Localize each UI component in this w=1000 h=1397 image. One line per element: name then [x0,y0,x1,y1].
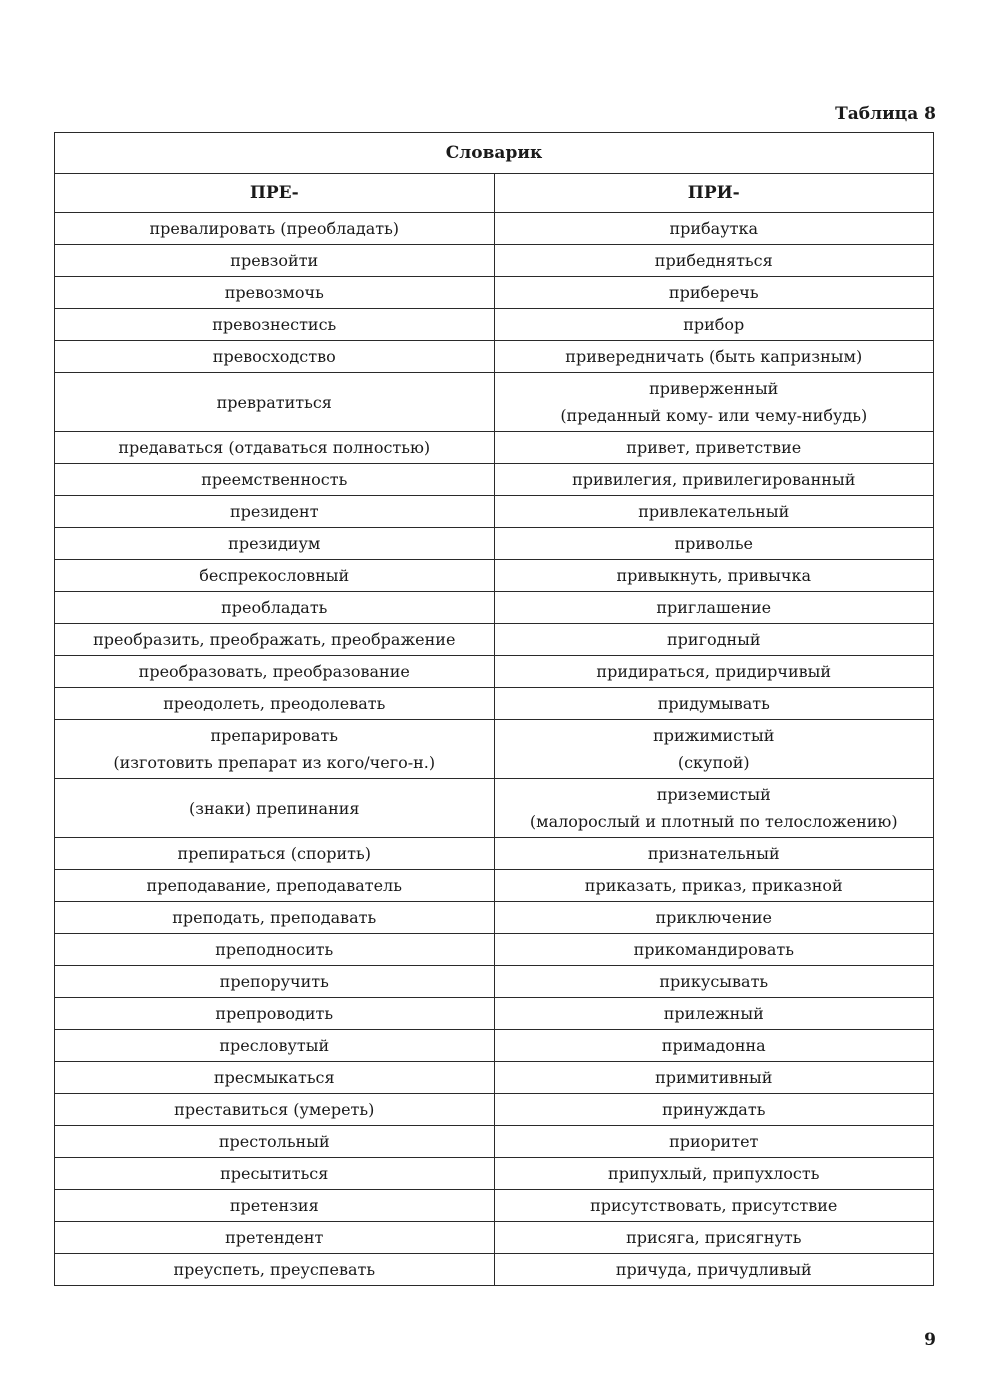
cell-text: принуждать [662,1100,766,1119]
table-row [55,592,934,624]
cell-text: признательный [647,844,780,863]
cell-text: примитивный [655,1068,773,1087]
cell-text: президиум [228,534,321,553]
cell-text: (малорослый и плотный по телосложению) [529,812,898,831]
cell-text: прибаутка [669,219,759,238]
table-cell-pre [55,1094,495,1126]
table-cell-pri [494,373,934,432]
page-number: 9 [924,1330,936,1350]
cell-text: примадонна [661,1036,766,1055]
table-cell-pre [55,464,495,496]
cell-text: (знаки) препинания [189,798,360,818]
table-row [55,1062,934,1094]
cell-text: препроводить [215,1004,334,1023]
cell-text: преуспеть, преуспевать [173,1260,376,1279]
table-cell-pri [494,1030,934,1062]
table-cell-pri [494,496,934,528]
table-cell-pri [494,1094,934,1126]
table-row [55,245,934,277]
table-cell-pre [55,213,495,245]
table-cell-pre [55,592,495,624]
cell-text: преподавание, преподаватель [146,876,402,895]
cell-text: прикомандировать [633,940,794,959]
cell-text: пригодный [667,630,761,649]
cell-text: присяга, присягнуть [626,1228,802,1247]
table-row [55,720,934,779]
table-row [55,656,934,688]
cell-text: (преданный кому- или чему-нибудь) [560,406,868,425]
table-cell-pri [494,934,934,966]
table-row [55,373,934,432]
table-cell-pre [55,838,495,870]
cell-text: превозмочь [224,283,324,302]
table-cell-pre [55,373,495,432]
table-row [55,309,934,341]
column-header-row [55,174,934,213]
cell-text: припухлый, припухлость [608,1164,820,1183]
table-cell-pri [494,624,934,656]
table-row [55,341,934,373]
table-cell-pre [55,624,495,656]
cell-text: приволье [674,534,754,553]
table-cell-pre [55,1254,495,1286]
table-row [55,779,934,838]
table-cell-pri [494,213,934,245]
table-cell-pre [55,966,495,998]
table-cell-pri [494,779,934,838]
column-header-pre: ПРЕ- [55,174,495,213]
table-cell-pre [55,870,495,902]
cell-text: придумывать [657,694,770,713]
table-cell-pri [494,870,934,902]
table-row [55,496,934,528]
table-cell-pri [494,656,934,688]
table-cell-pri [494,902,934,934]
cell-text: привередничать (быть капризным) [565,347,863,366]
table-cell-pre [55,245,495,277]
cell-text: причуда, причудливый [615,1260,812,1279]
table-row [55,1222,934,1254]
table-row [55,934,934,966]
table-row [55,1126,934,1158]
table-cell-pri [494,966,934,998]
table-row [55,1158,934,1190]
cell-text: преподать, преподавать [172,908,377,927]
table-cell-pre [55,1126,495,1158]
table-row [55,688,934,720]
cell-text: прилежный [663,1004,764,1023]
cell-text: предаваться (отдаваться полностью) [118,438,431,457]
table-row [55,870,934,902]
table-cell-pri [494,838,934,870]
cell-text: беспрекословный [199,566,350,585]
cell-text: пресмыкаться [213,1068,335,1087]
cell-text: придираться, придирчивый [596,662,832,681]
table-cell-pri [494,245,934,277]
table-title: Словарик [55,133,934,174]
cell-text: превратиться [216,392,332,412]
table-cell-pri [494,1190,934,1222]
table-cell-pre [55,934,495,966]
table-cell-pre [55,720,495,779]
cell-text: приверженный [649,379,779,398]
table-cell-pre [55,1158,495,1190]
cell-text: преставиться (умереть) [174,1100,375,1119]
table-row [55,560,934,592]
table-cell-pre [55,656,495,688]
cell-text: претензия [229,1196,319,1215]
table-row [55,432,934,464]
cell-text: приключение [655,908,772,927]
cell-text: пресытиться [220,1164,329,1183]
table-cell-pri [494,592,934,624]
cell-text: привилегия, привилегированный [572,470,856,489]
table-row [55,464,934,496]
table-cell-pri [494,1062,934,1094]
table-cell-pre [55,1062,495,1094]
table-cell-pre [55,560,495,592]
table-cell-pre [55,432,495,464]
table-row [55,838,934,870]
table-row [55,1190,934,1222]
table-caption: Таблица 8 [835,104,936,124]
cell-text: преобразить, преображать, преображение [93,630,456,649]
table-row [55,998,934,1030]
cell-text: приоритет [669,1132,759,1151]
cell-text: пресловутый [219,1036,330,1055]
table-cell-pri [494,1126,934,1158]
cell-text: приглашение [656,598,772,617]
table-row [55,213,934,245]
table-cell-pre [55,1222,495,1254]
table-cell-pri [494,341,934,373]
table-row [55,1094,934,1126]
table-cell-pre [55,309,495,341]
cell-text: преподносить [215,940,334,959]
table-cell-pre [55,688,495,720]
cell-text: превознестись [212,315,337,334]
cell-text: преемственность [201,470,348,489]
cell-text: (изготовить препарат из кого/чего-н.) [113,753,436,772]
table-cell-pre [55,496,495,528]
table-cell-pre [55,277,495,309]
table-cell-pre [55,528,495,560]
table-cell-pre [55,1030,495,1062]
cell-text: препираться (спорить) [177,844,371,863]
cell-text: превосходство [212,347,336,366]
table-cell-pri [494,528,934,560]
column-header-pri: ПРИ- [494,174,934,213]
cell-text: претендент [225,1228,324,1247]
cell-text: привыкнуть, привычка [616,566,812,585]
cell-text: приберечь [668,283,759,302]
cell-text: привет, приветствие [626,438,802,457]
table-cell-pri [494,998,934,1030]
table-cell-pre [55,902,495,934]
table-cell-pri [494,277,934,309]
cell-text: приказать, приказ, приказной [584,876,843,895]
table-cell-pre [55,341,495,373]
cell-text: приземистый [656,785,771,804]
table-row [55,528,934,560]
table-row [55,277,934,309]
dictionary-table [54,132,934,1286]
cell-text: преобразовать, преобразование [138,662,410,681]
table-cell-pri [494,688,934,720]
cell-text: препарировать [210,726,338,745]
cell-text: превзойти [230,251,319,270]
table-cell-pri [494,464,934,496]
cell-text: присутствовать, присутствие [590,1196,838,1215]
cell-text: превалировать (преобладать) [149,219,400,238]
table-cell-pri [494,1222,934,1254]
table-row [55,1254,934,1286]
table-cell-pri [494,720,934,779]
table-cell-pri [494,1254,934,1286]
cell-text: преобладать [221,598,328,617]
cell-text: прибор [683,315,745,334]
cell-text: прижимистый [653,726,775,745]
cell-text: президент [229,502,319,521]
cell-text: престольный [218,1132,330,1151]
table-title-row [55,133,934,174]
cell-text: прибедняться [654,251,773,270]
table-cell-pri [494,432,934,464]
cell-text: преодолеть, преодолевать [163,694,386,713]
table-cell-pre [55,779,495,838]
table-cell-pre [55,998,495,1030]
table-row [55,1030,934,1062]
table-row [55,624,934,656]
table-cell-pre [55,1190,495,1222]
table-row [55,902,934,934]
table-cell-pri [494,560,934,592]
cell-text: препоручить [219,972,329,991]
table-body [55,213,934,1286]
cell-text: привлекательный [638,502,790,521]
cell-text: прикусывать [659,972,769,991]
table-cell-pri [494,1158,934,1190]
table-cell-pri [494,309,934,341]
cell-text: (скупой) [677,753,750,772]
table-row [55,966,934,998]
